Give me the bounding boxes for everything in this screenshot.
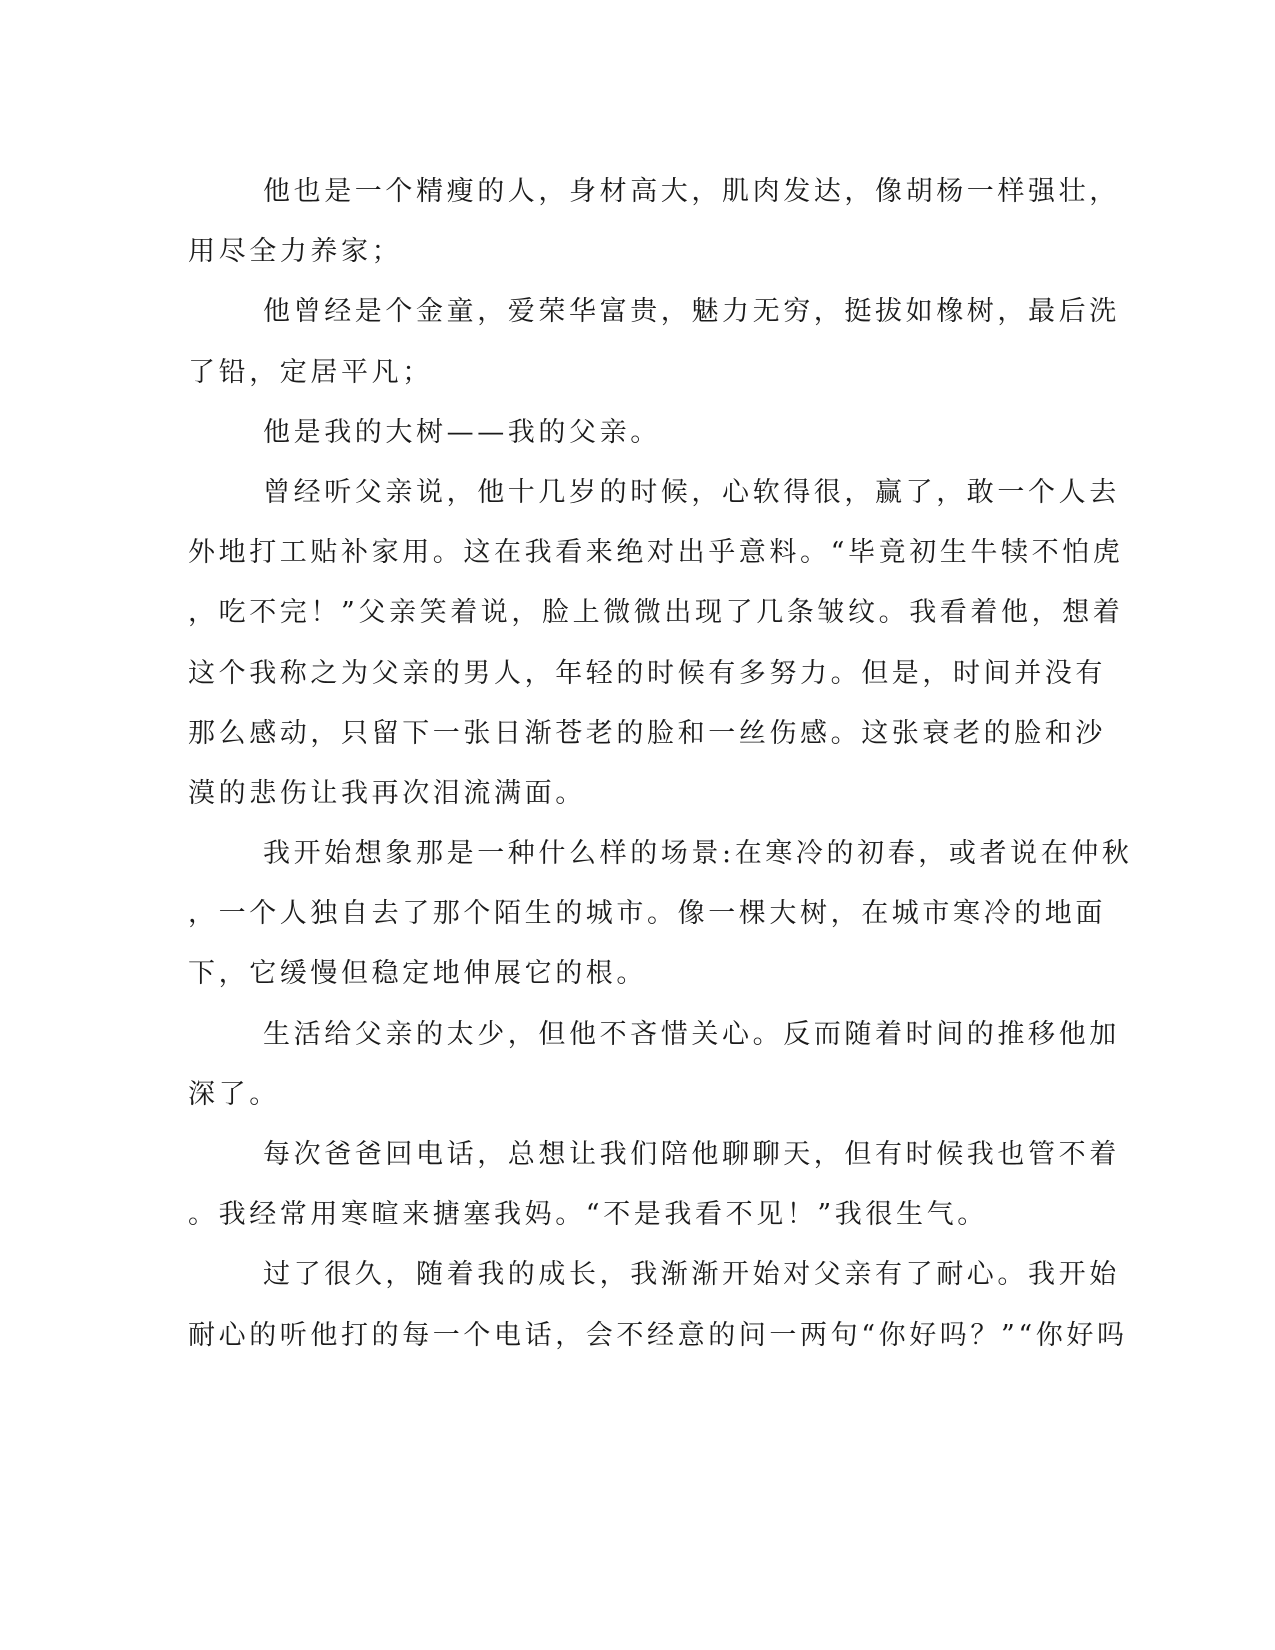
text-line: 每次爸爸回电话，总想让我们陪他聊聊天，但有时候我也管不着 — [263, 1139, 1120, 1170]
text-line: 漠的悲伤让我再次泪流满面。 — [188, 777, 586, 809]
text-line: 过了很久，随着我的成长，我渐渐开始对父亲有了耐心。我开始 — [263, 1259, 1120, 1291]
text-line: 那么感动，只留下一张日渐苍老的脸和一丝伤感。这张衰老的脸和沙 — [188, 717, 1106, 749]
text-line: 生活给父亲的太少，但他不吝惜关心。反而随着时间的推移他加 — [263, 1018, 1120, 1050]
text-line: ，一个人独自去了那个陌生的城市。像一棵大树，在城市寒冷的地面 — [188, 898, 1106, 930]
text-line: 。我经常用寒暄来搪塞我妈。“不是我看不见！”我很生气。 — [188, 1199, 988, 1231]
text-line: 了铅，定居平凡； — [188, 356, 433, 388]
text-line: 用尽全力养家； — [188, 236, 403, 268]
text-line: 他也是一个精瘦的人，身材高大，肌肉发达，像胡杨一样强壮， — [263, 176, 1120, 207]
text-line: 外地打工贴补家用。这在我看来绝对出乎意料。“毕竟初生牛犊不怕虎 — [188, 537, 1124, 569]
text-line: 这个我称之为父亲的男人，年轻的时候有多努力。但是，时间并没有 — [188, 657, 1106, 689]
text-line: 他是我的大树——我的父亲。 — [263, 416, 661, 448]
text-line: 曾经听父亲说，他十几岁的时候，心软得很，赢了，敢一个人去 — [263, 476, 1120, 508]
text-line: 耐心的听他打的每一个电话，会不经意的问一两句“你好吗？”“你好吗 — [188, 1319, 1128, 1351]
text-line: ，吃不完！”父亲笑着说，脸上微微出现了几条皱纹。我看着他，想着 — [188, 597, 1124, 629]
text-line: 下，它缓慢但稳定地伸展它的根。 — [188, 958, 647, 990]
text-line: 我开始想象那是一种什么样的场景:在寒冷的初春，或者说在仲秋 — [263, 838, 1133, 870]
text-line: 他曾经是个金童，爱荣华富贵，魅力无穷，挺拔如橡树，最后洗 — [263, 296, 1120, 328]
essay-body — [188, 162, 1133, 1366]
text-line: 深了。 — [188, 1078, 280, 1110]
